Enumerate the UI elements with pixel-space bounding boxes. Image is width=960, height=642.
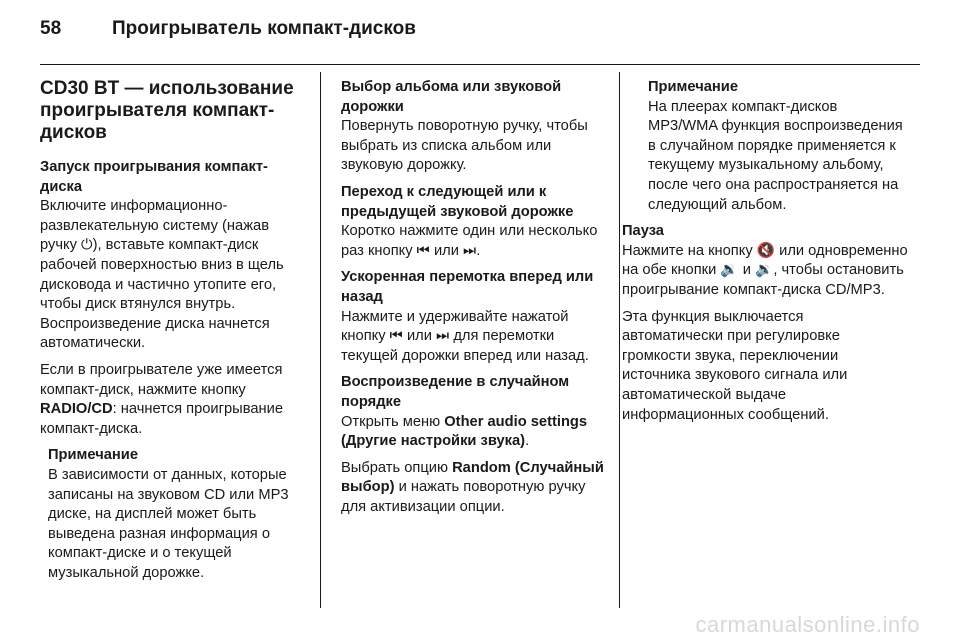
page-title: Проигрыватель компакт-дисков [112, 18, 416, 39]
column-divider [320, 72, 321, 608]
paragraph-open-menu: Открыть меню Other audio settings (Другие настройки звука). [341, 413, 588, 450]
column-right [622, 78, 908, 432]
paragraph-next-track: Коротко нажмите один или несколько раз кнопку ⏮ или ⏭. [341, 223, 598, 259]
header-rule [40, 64, 920, 65]
note-text: В зависимости от данных, которые записаны на звуковом CD или MP3 диске, на дисплей может быть выведена разная информация о компакт-диске и о текущей музыкальной дорожке. [48, 466, 289, 581]
paragraph-fast-forward: Нажмите и удерживайте нажатой кнопку ⏮ или ⏭ для перемотки текущей дорожки вперед или назад. [341, 308, 589, 364]
subheading-next-track: Переход к следующей или к предыдущей звуковой дорожке [341, 183, 574, 220]
paragraph-if-loaded: Если в проигрывателе уже имеется компакт-диск, нажмите кнопку RADIO/CD: начнется проигрывание компакт-диска. [40, 361, 283, 437]
subheading-start: Запуск проигрывания компакт-диска [40, 159, 268, 195]
column-left [40, 78, 308, 590]
paragraph-select-option: Выбрать опцию Random (Случайный выбор) и нажать поворотную ручку для активизации опции. [341, 459, 604, 515]
subheading-fast-forward: Ускоренная перемотка вперед или назад [341, 269, 594, 305]
column-divider [619, 72, 620, 608]
page-header [40, 18, 920, 40]
paragraph-album: Повернуть поворотную ручку, чтобы выбрать из списка альбом или звуковую дорожку. [341, 118, 588, 174]
page-number: 58 [40, 18, 62, 39]
note-block [648, 78, 908, 215]
note-text: На плеерах компакт-дисков MP3/WMA функция воспроизведения в случайном порядке применяется к текущему музыкальному альбому, после чего она распространяется на следующий альбом. [648, 98, 903, 213]
subheading-random: Воспроизведение в случайном порядке [341, 374, 570, 410]
subheading-album: Выбор альбома или звуковой дорожки [341, 79, 562, 115]
paragraph-auto-off: Эта функция выключается автоматически при регулировке громкости звука, переключении источника звукового сигнала или автоматической выдаче информационных сообщений. [622, 308, 848, 423]
paragraph-start: Включите информационно-развлекательную систему (нажав ручку ⏻), вставьте компакт-диск рабочей поверхностью вниз в щель дисковода и частично утопите его, чтобы диск втянулся внутрь. Воспроизведение диска начнется автоматически. [40, 198, 284, 352]
note-title: Примечание [648, 79, 738, 95]
subheading-pause: Пауза [622, 223, 664, 240]
watermark: carmanualsonline.info [695, 612, 920, 637]
column-middle [341, 78, 605, 524]
note-title: Примечание [48, 447, 138, 464]
section-heading: CD30 BT — использование проигрывателя компакт-дисков [40, 78, 294, 143]
paragraph-pause: Нажмите на кнопку 🔇 или одновременно на обе кнопки 🔉 и 🔉, чтобы остановить проигрывание компакт-диска CD/MP3. [622, 242, 908, 298]
note-block [48, 446, 308, 583]
